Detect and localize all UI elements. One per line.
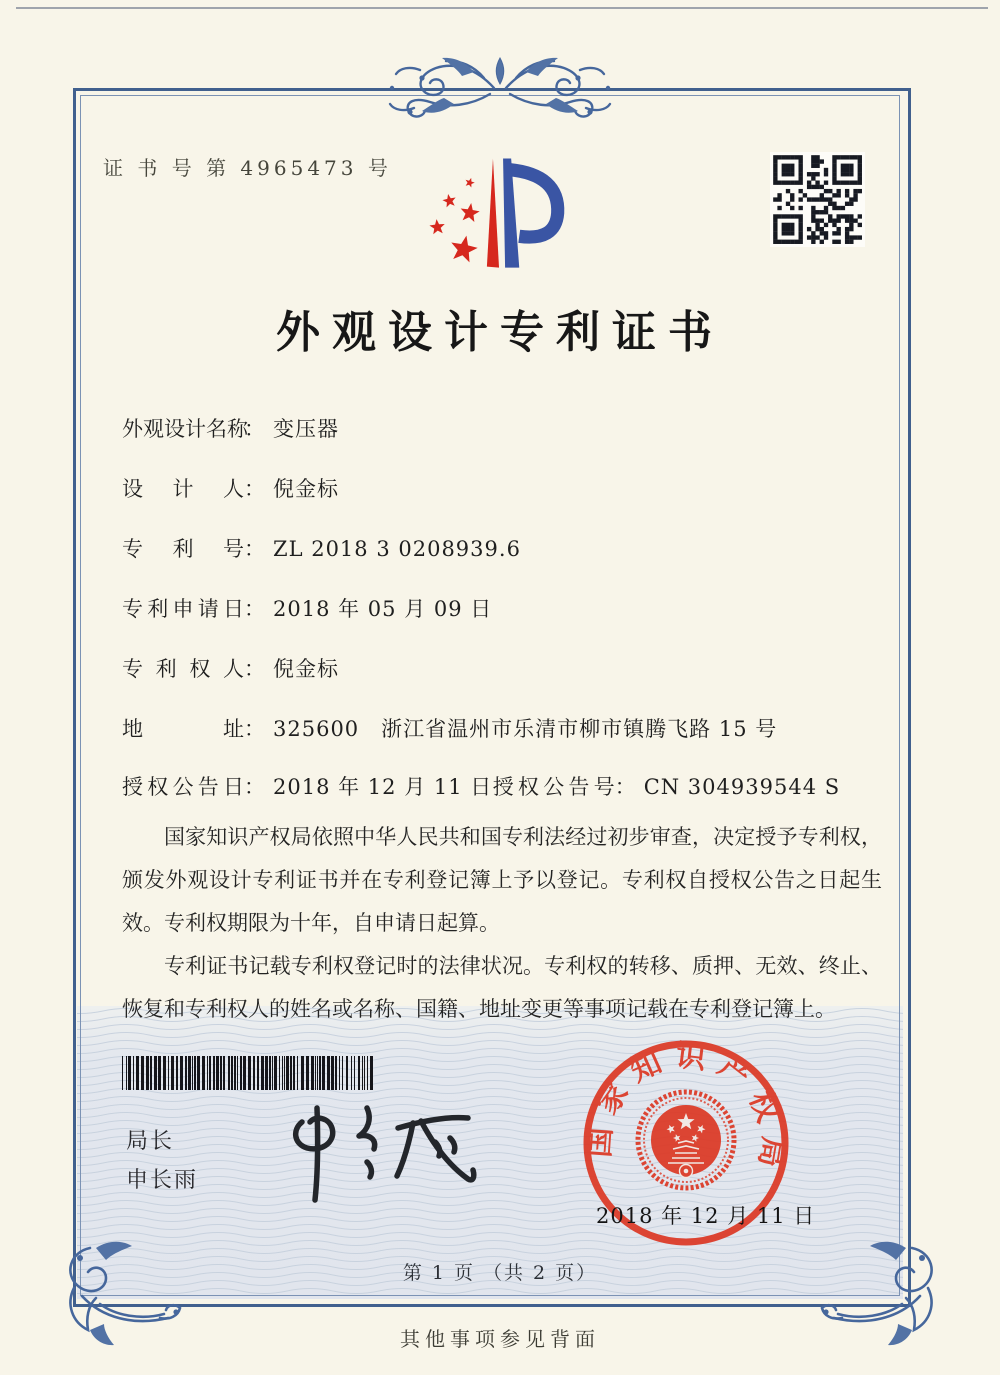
page-number: 第 1 页 （共 2 页） — [402, 1262, 598, 1284]
field-label: 专利号 — [122, 537, 244, 561]
field-filing-date: 专利申请日： 2018 年 05 月 09 日 — [122, 593, 492, 623]
field-grant-no: 授权公告号： CN 304939544 S — [492, 775, 841, 799]
field-design-name: 外观设计名称： 变压器 — [122, 413, 339, 443]
field-designer: 设计人： 倪金标 — [122, 473, 339, 503]
field-patent-no: 专利号： ZL 2018 3 0208939.6 — [122, 533, 521, 563]
field-grant-row — [122, 771, 840, 801]
field-label: 设计人 — [122, 477, 244, 501]
field-value: 倪金标 — [273, 657, 339, 681]
top-flourish-ornament — [340, 48, 660, 126]
field-label: 专利申请日 — [122, 597, 244, 621]
seal-ring-text: 国家知识产权局 — [581, 1038, 791, 1181]
barcode — [122, 1056, 376, 1090]
scan-edge-line — [16, 7, 988, 9]
seal-date: 2018 年 12 月 11 日 — [596, 1204, 816, 1228]
field-grant-date: 授权公告日： 2018 年 12 月 11 日 — [122, 775, 493, 799]
signer-name: 申长雨 — [126, 1168, 199, 1193]
legal-text — [122, 816, 882, 1031]
legal-paragraph-2: 专利证书记载专利权登记时的法律状况。专利权的转移、质押、无效、终止、恢复和专利权人的姓名或名称、国籍、地址变更等事项记载在专利登记簿上。 — [122, 954, 882, 1021]
cnipa-logo-icon — [406, 142, 588, 274]
field-value: 325600 浙江省温州市乐清市柳市镇腾飞路 15 号 — [273, 717, 778, 741]
back-side-note: 其他事项参见背面 — [400, 1327, 600, 1351]
field-value: ZL 2018 3 0208939.6 — [273, 537, 521, 561]
field-value: 2018 年 05 月 09 日 — [273, 597, 493, 621]
field-value: 变压器 — [273, 417, 339, 441]
field-value: 倪金标 — [273, 477, 339, 501]
field-patentee: 专利权人： 倪金标 — [122, 653, 339, 683]
signer-title: 局长 — [126, 1129, 175, 1154]
field-label: 地址 — [122, 717, 244, 741]
qr-code — [770, 152, 865, 247]
national-emblem-icon — [638, 1092, 734, 1188]
field-address: 地址： 325600 浙江省温州市乐清市柳市镇腾飞路 15 号 — [122, 713, 777, 743]
legal-paragraph-1: 国家知识产权局依照中华人民共和国专利法经过初步审查，决定授予专利权，颁发外观设计专利证书并在专利登记簿上予以登记。专利权自授权公告之日起生效。专利权期限为十年，自申请日起算。 — [122, 825, 882, 935]
certificate-title: 外观设计专利证书 — [276, 307, 724, 358]
certificate-number: 证 书 号 第 4965473 号 — [103, 156, 392, 180]
field-label: 专利权人 — [122, 657, 244, 681]
signature-icon — [270, 1086, 514, 1214]
field-label: 外观设计名称 — [122, 417, 248, 441]
